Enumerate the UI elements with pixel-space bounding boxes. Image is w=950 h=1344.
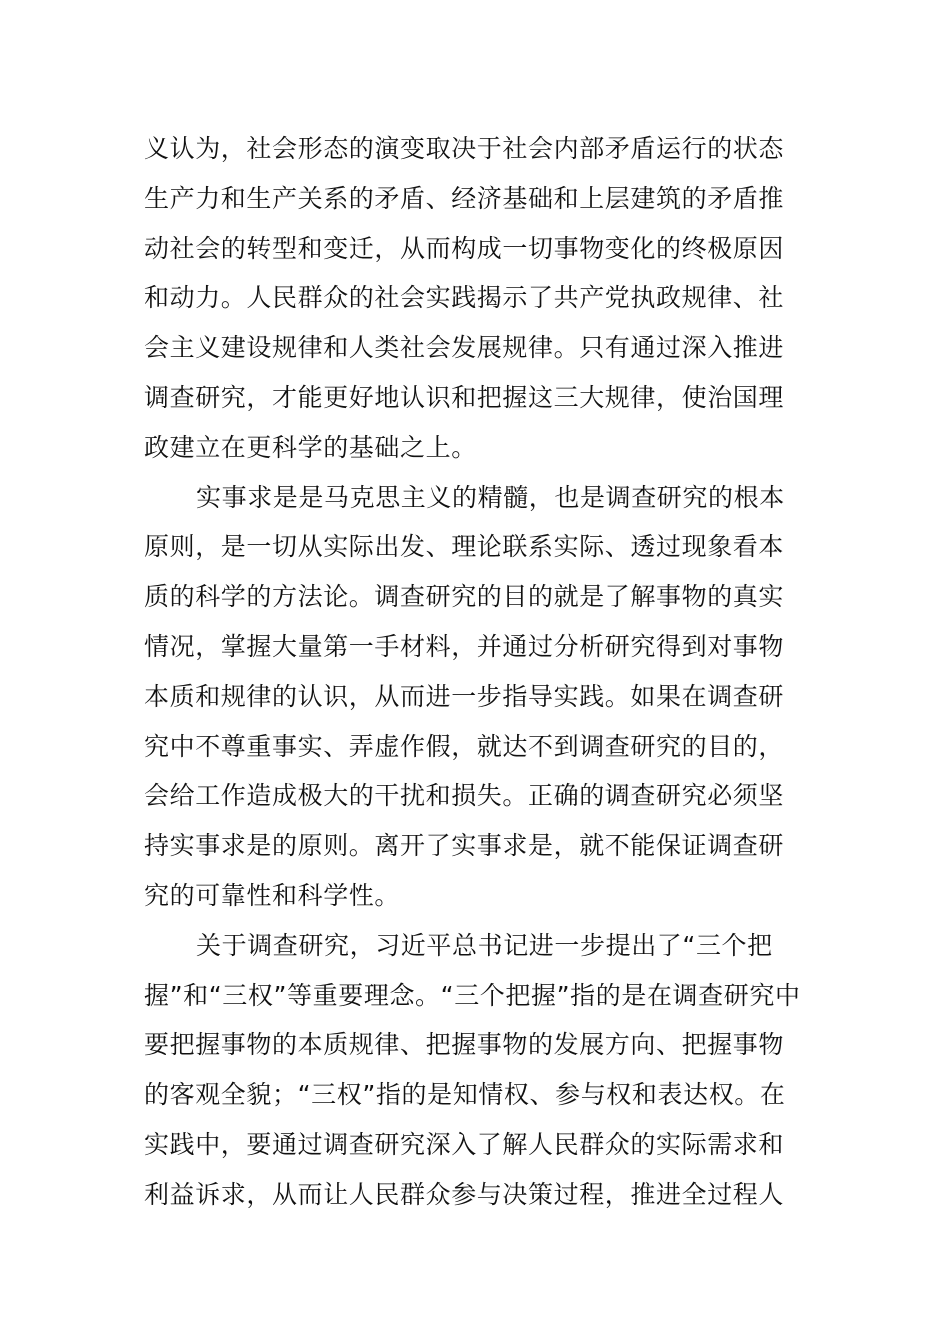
text-line: 动社会的转型和变迁，从而构成一切事物变化的终极原因 bbox=[144, 233, 785, 263]
text-line: 的客观全貌；“三权”指的是知情权、参与权和表达权。在 bbox=[144, 1080, 786, 1110]
text-line: 义认为，社会形态的演变取决于社会内部矛盾运行的状态 bbox=[144, 134, 785, 163]
text-line-indented: 实事求是是马克思主义的精髓，也是调查研究的根本 bbox=[196, 482, 785, 512]
text-line: 情况，掌握大量第一手材料，并通过分析研究得到对事物 bbox=[144, 631, 785, 661]
text-line: 会给工作造成极大的干扰和损失。正确的调查研究必须坚 bbox=[144, 781, 785, 811]
text-line: 会主义建设规律和人类社会发展规律。只有通过深入推进 bbox=[144, 333, 785, 363]
text-line-indented: 关于调查研究，习近平总书记进一步提出了“三个把 bbox=[196, 930, 773, 960]
text-line: 握”和“三权”等重要理念。“三个把握”指的是在调查研究中 bbox=[144, 980, 801, 1010]
text-line: 质的科学的方法论。调查研究的目的就是了解事物的真实 bbox=[144, 582, 785, 612]
body-text bbox=[144, 124, 814, 1220]
text-line: 和动力。人民群众的社会实践揭示了共产党执政规律、社 bbox=[144, 283, 785, 313]
text-line: 实践中，要通过调查研究深入了解人民群众的实际需求和 bbox=[144, 1129, 785, 1159]
text-line: 生产力和生产关系的矛盾、经济基础和上层建筑的矛盾推 bbox=[144, 183, 785, 213]
text-line: 政建立在更科学的基础之上。 bbox=[144, 432, 477, 462]
text-line: 究中不尊重事实、弄虚作假，就达不到调查研究的目的， bbox=[144, 731, 785, 761]
text-line: 究的可靠性和科学性。 bbox=[144, 880, 401, 910]
text-line: 要把握事物的本质规律、把握事物的发展方向、把握事物 bbox=[144, 1030, 785, 1060]
text-line: 本质和规律的认识，从而进一步指导实践。如果在调查研 bbox=[144, 681, 785, 711]
text-line: 利益诉求，从而让人民群众参与决策过程，推进全过程人 bbox=[144, 1179, 785, 1209]
text-line: 原则，是一切从实际出发、理论联系实际、透过现象看本 bbox=[144, 532, 785, 562]
text-line: 持实事求是的原则。离开了实事求是，就不能保证调查研 bbox=[144, 831, 785, 861]
text-line: 调查研究，才能更好地认识和把握这三大规律，使治国理 bbox=[144, 382, 785, 412]
